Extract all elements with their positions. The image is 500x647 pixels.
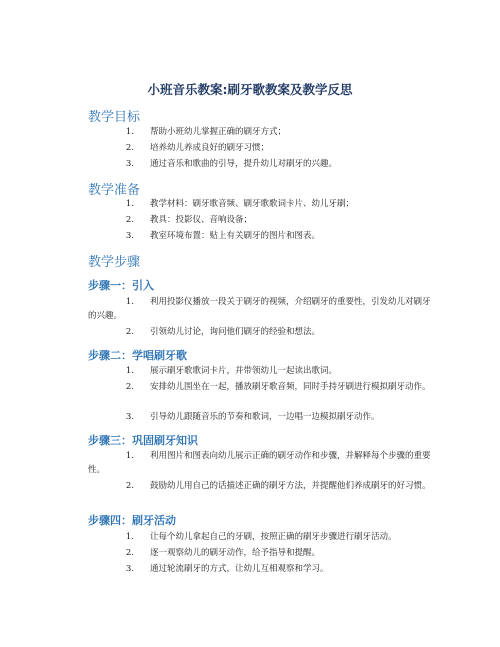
- list-number: 2.: [125, 548, 134, 558]
- list-item: [88, 410, 432, 424]
- list-number: 1.: [125, 451, 134, 461]
- step-heading-4: 步骤四：刷牙活动: [88, 514, 176, 527]
- step-heading-2: 步骤二：学唱刷牙歌: [88, 349, 187, 362]
- document-title: 小班音乐教案:刷牙歌教案及教学反思: [147, 82, 353, 97]
- list-text: 通过轮流刷牙的方式，让幼儿互相观察和学习。: [150, 564, 329, 574]
- list-item: [88, 325, 432, 339]
- list-item: [88, 125, 432, 139]
- list-item: [88, 157, 432, 171]
- list-number: 2.: [125, 143, 134, 153]
- list-text: 安排幼儿围坐在一起，播放刷牙歌音频，同时手持牙刷进行模拟刷牙动作。: [150, 382, 431, 392]
- list-text: 利用投影仪播放一段关于刷牙的视频，介绍刷牙的重要性，引发幼儿对刷牙的兴趣。: [88, 297, 431, 321]
- list-number: 2.: [125, 382, 134, 392]
- list-number: 3.: [125, 231, 134, 241]
- list-item: [88, 364, 432, 378]
- list-item: [88, 141, 432, 155]
- list-number: 1.: [125, 532, 134, 542]
- list-item: [88, 380, 432, 394]
- section-heading-goals: 教学目标: [88, 110, 141, 125]
- list-text: 利用图片和图表向幼儿展示正确的刷牙动作和步骤，并解释每个步骤的重要性。: [88, 451, 431, 475]
- list-item: [88, 546, 432, 560]
- list-text: 让每个幼儿拿起自己的牙刷，按照正确的刷牙步骤进行刷牙活动。: [150, 532, 397, 542]
- list-item: [88, 229, 432, 243]
- list-number: 1.: [125, 127, 134, 137]
- list-text: 引导幼儿跟随音乐的节奏和歌词，一边唱一边模拟刷牙动作。: [150, 412, 380, 422]
- list-number: 2.: [125, 327, 134, 337]
- list-number: 3.: [125, 412, 134, 422]
- list-item: [88, 295, 432, 323]
- list-number: 3.: [125, 564, 134, 574]
- step-heading-1: 步骤一：引入: [88, 279, 154, 292]
- list-text: 引领幼儿讨论，询问他们刷牙的经验和想法。: [150, 327, 321, 337]
- list-item: [88, 530, 432, 544]
- list-item: [88, 479, 432, 493]
- list-number: 2.: [125, 215, 134, 225]
- list-text: 通过音乐和歌曲的引导，提升幼儿对刷牙的兴趣。: [150, 159, 338, 169]
- list-text: 培养幼儿养成良好的刷牙习惯；: [150, 143, 270, 153]
- list-number: 1.: [125, 297, 134, 307]
- list-item: [88, 562, 432, 576]
- section-heading-steps: 教学步骤: [88, 255, 141, 270]
- section-heading-prep: 教学准备: [88, 183, 141, 198]
- list-item: [88, 197, 432, 211]
- list-number: 2.: [125, 481, 134, 491]
- list-text: 展示刷牙歌歌词卡片，并带领幼儿一起读出歌词。: [150, 366, 338, 376]
- list-text: 逐一观察幼儿的刷牙动作，给予指导和提醒。: [150, 548, 321, 558]
- list-number: 1.: [125, 199, 134, 209]
- list-item: [88, 449, 432, 477]
- step-heading-3: 步骤三：巩固刷牙知识: [88, 434, 198, 447]
- list-number: 3.: [125, 159, 134, 169]
- list-item: [88, 213, 432, 227]
- list-text: 教室环境布置：贴上有关刷牙的图片和图表。: [150, 231, 321, 241]
- list-text: 教具：投影仪、音响设备；: [150, 215, 253, 225]
- list-number: 1.: [125, 366, 134, 376]
- list-text: 教学材料：刷牙歌音频、刷牙歌歌词卡片、幼儿牙刷；: [150, 199, 355, 209]
- list-text: 帮助小班幼儿掌握正确的刷牙方式；: [150, 127, 287, 137]
- list-text: 鼓励幼儿用自己的话描述正确的刷牙方法，并提醒他们养成刷牙的好习惯。: [150, 481, 431, 491]
